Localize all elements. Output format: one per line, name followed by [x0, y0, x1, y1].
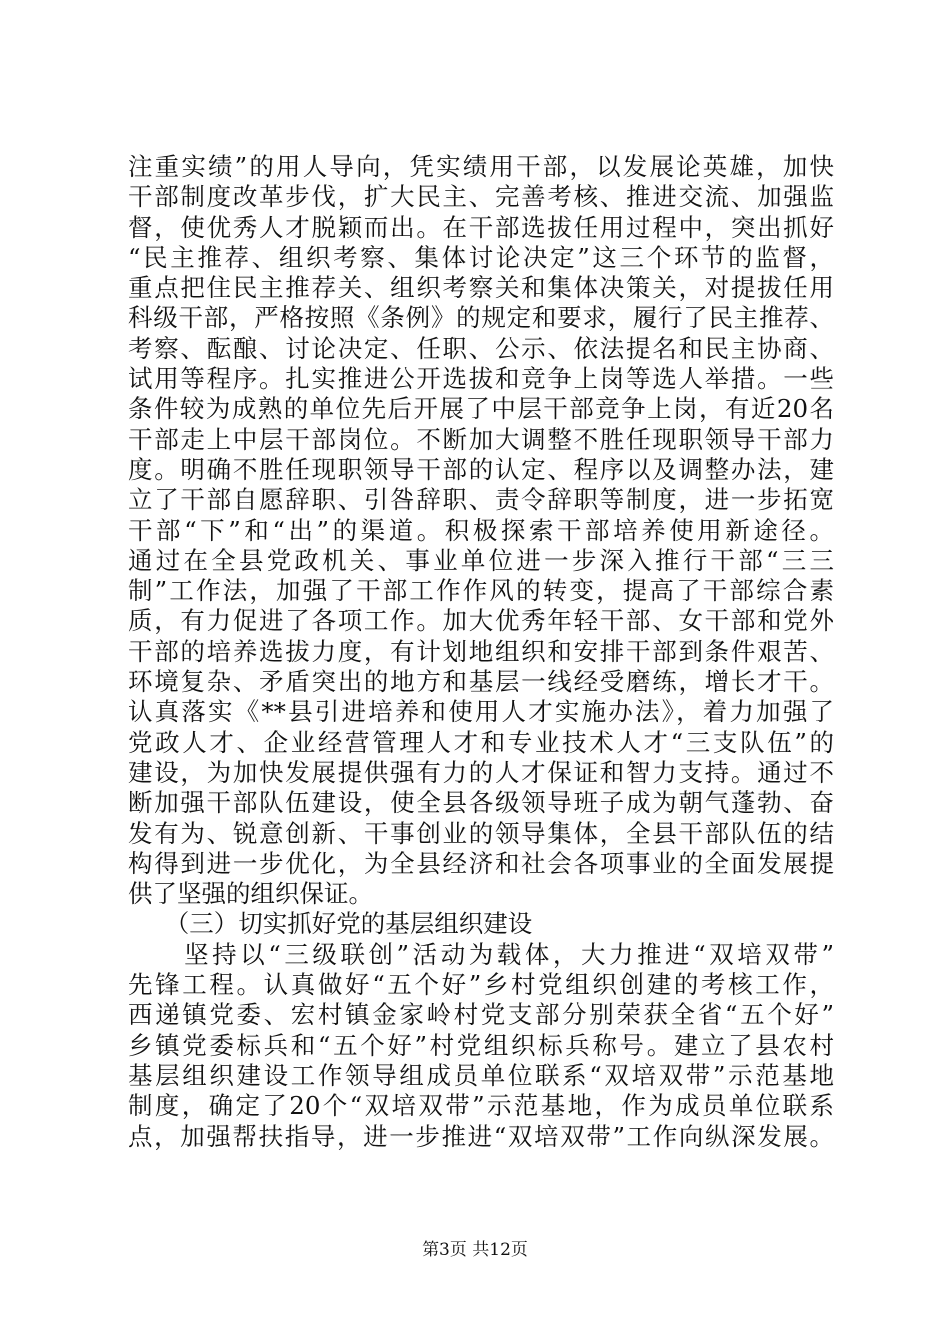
text-line: 科级干部，严格按照《条例》的规定和要求，履行了民主推荐、: [128, 303, 834, 333]
text-line: 试用等程序。扎实推进公开选拔和竞争上岗等选人举措。一些: [128, 364, 834, 394]
text-line: 构得到进一步优化，为全县经济和社会各项事业的全面发展提: [128, 848, 834, 878]
paragraph-last-line: 供了坚强的组织保证。: [128, 879, 373, 909]
section-heading: （三）切实抓好党的基层组织建设: [128, 909, 533, 939]
text-line: 基层组织建设工作领导组成员单位联系“双培双带”示范基地: [128, 1060, 834, 1090]
text-line: 重点把住民主推荐关、组织考察关和集体决策关，对提拔任用: [128, 273, 834, 303]
text-line: 制度，确定了20个“双培双带”示范基地，作为成员单位联系: [128, 1091, 834, 1121]
text-line: 干部的培养选拔力度，有计划地组织和安排干部到条件艰苦、: [128, 636, 834, 666]
paragraph-first-line: 坚持以“三级联创”活动为载体，大力推进“双培双带”: [128, 939, 834, 969]
text-line: 通过在全县党政机关、事业单位进一步深入推行干部“三三: [128, 545, 834, 575]
text-line: 点，加强帮扶指导，进一步推进“双培双带”工作向纵深发展。: [128, 1121, 834, 1151]
text-line: 制”工作法，加强了干部工作作风的转变，提高了干部综合素: [128, 576, 834, 606]
text-line: 建设，为加快发展提供强有力的人才保证和智力支持。通过不: [128, 757, 834, 787]
text-line: 先锋工程。认真做好“五个好”乡村党组织创建的考核工作，: [128, 970, 834, 1000]
text-line: 督，使优秀人才脱颖而出。在干部选拔任用过程中，突出抓好: [128, 212, 834, 242]
text-line: 断加强干部队伍建设，使全县各级领导班子成为朝气蓬勃、奋: [128, 788, 834, 818]
text-line: 注重实绩”的用人导向，凭实绩用干部，以发展论英雄，加快: [128, 152, 834, 181]
document-body: [128, 152, 834, 1152]
text-line: 立了干部自愿辞职、引咎辞职、责令辞职等制度，进一步拓宽: [128, 485, 834, 515]
text-line: 干部制度改革步伐，扩大民主、完善考核、推进交流、加强监: [128, 182, 834, 212]
text-line: 认真落实《**县引进培养和使用人才实施办法》，着力加强了: [128, 697, 834, 727]
text-line: 西递镇党委、宏村镇金家岭村党支部分别荣获全省“五个好”: [128, 1000, 834, 1030]
text-line: 条件较为成熟的单位先后开展了中层干部竞争上岗，有近20名: [128, 394, 834, 424]
text-line: 度。明确不胜任现职领导干部的认定、程序以及调整办法，建: [128, 454, 834, 484]
text-line: 质，有力促进了各项工作。加大优秀年轻干部、女干部和党外: [128, 606, 834, 636]
text-line: 乡镇党委标兵和“五个好”村党组织标兵称号。建立了县农村: [128, 1030, 834, 1060]
text-line: 干部走上中层干部岗位。不断加大调整不胜任现职领导干部力: [128, 424, 834, 454]
text-line: 发有为、锐意创新、干事创业的领导集体，全县干部队伍的结: [128, 818, 834, 848]
page-number-footer: 第3页 共12页: [422, 1240, 528, 1260]
text-line: 环境复杂、矛盾突出的地方和基层一线经受磨练，增长才干。: [128, 667, 834, 697]
text-line: 党政人才、企业经营管理人才和专业技术人才“三支队伍”的: [128, 727, 834, 757]
text-line: 干部“下”和“出”的渠道。积极探索干部培养使用新途径。: [128, 515, 834, 545]
text-line: 考察、酝酿、讨论决定、任职、公示、依法提名和民主协商、: [128, 333, 834, 363]
text-line: “民主推荐、组织考察、集体讨论决定”这三个环节的监督，: [128, 242, 834, 272]
